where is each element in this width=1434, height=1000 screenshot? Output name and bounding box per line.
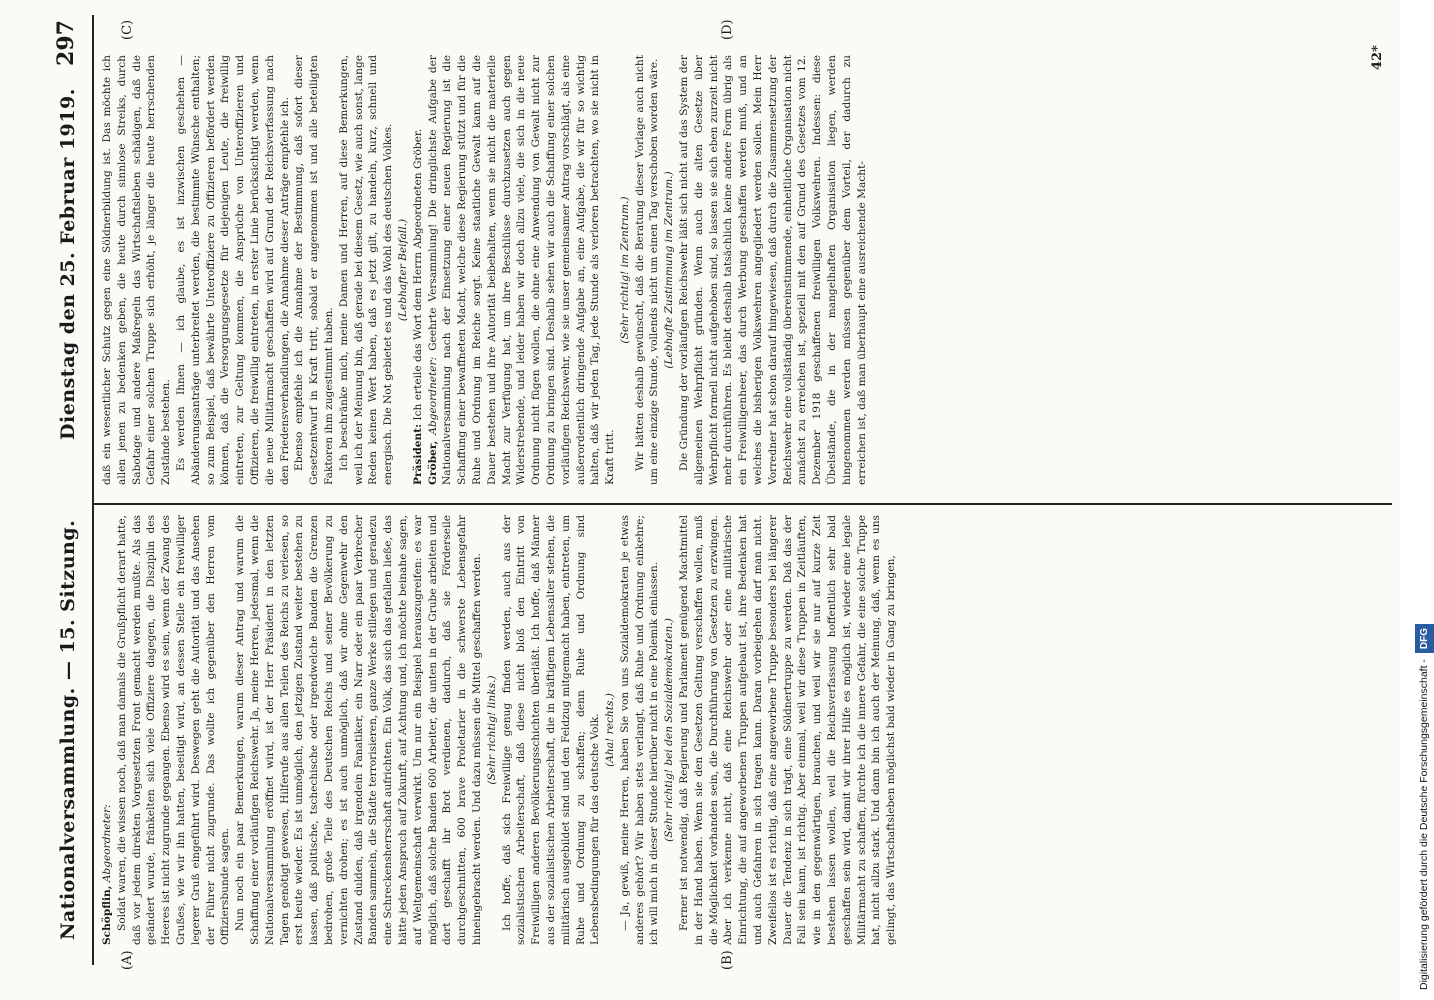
interjection: (Sehr richtig! links.) [485,675,498,785]
interjection: (Sehr richtig! im Zentrum.) [618,196,631,344]
body-paragraph: Die Gründung der vorläufigen Reichswehr läßt sich nicht auf das System der allgemeinen Wehrpflicht gründen. Wenn auch die alten Gesetze über Wehrpflicht formell nicht aufgehoben sind, so lassen sie sich eben zurzeit nicht mehr durchführen. Es bleibt deshalb tatsächlich keine andere Form übrig als ein Freiwilligenheer, das durch Werbung geschaffen werden muß, und an welches die bisherigen Volkswehren angegliedert werden sollen. Mein Herr Vorredner hat schon darauf hingewiesen, daß durch die Zusammensetzung der Reichswehr eine vollständig übereinstimmende, einheitliche Organisation nicht zunächst zu erreichen ist, speziell mit den auf Grund des Gesetzes vom 12. Dezember 1918 geschaffenen freiwilligen Volkswehren. Indessen: diese Übelstände, die in der mangelhaften Organisation liegen, werden hingenommen werden müssen gegenüber dem Vorteil, der dadurch zu erreichen ist, daß man überhaupt eine ausreichende Macht- [678,55,868,485]
dfg-sidebar [1411,10,1433,990]
speaker-paragraph [411,55,426,485]
dfg-funding-text: Digitalisierung gefördert durch die Deutsche Forschungsgemeinschaft - [1418,659,1430,990]
footnote-mark: 42* [1370,45,1385,70]
body-paragraph: Ebenso empfehle ich die Annahme der Bestimmung, daß sofort dieser Gesetzentwurf in Kraft tritt, sobald er angenommen ist und alle beteiligten Faktoren ihm zugestimmt haben. [293,55,335,485]
interjection: (Sehr richtig! bei den Sozialdemokraten.) [663,618,676,842]
body-paragraph: Soldat waren, die wissen noch, daß man damals die Grußpflicht derart hatte, daß vor jedem direkten Vorgesetzten Front gemacht werden mußte. Als das geändert wurde, fränkelten sich viele Offiziere dagegen, die Disziplin des Heeres ist nicht zugrunde gegangen. Ebenso wird es sein, wenn der Zwang des Grußes, wie wir ihn hatten, beseitigt wird, an dessen Stelle ein freiwilliger legerer Gruß eingeführt wird. Deswegen geht die Autorität und das Ansehen der Führer nicht zugrunde. Das wollte ich gegenüber den Herren vom Offiziersbunde sagen. [115,515,232,945]
body-paragraph: Wir hätten deshalb gewünscht, daß die Beratung dieser Vorlage auch nicht um eine einzige Stunde, vollends nicht um einen Tag verschoben worden wäre. [633,55,661,485]
margin-letter-a: (A) [120,950,135,970]
speaker-paragraph [100,515,115,945]
body-paragraph: Ich beschränke mich, meine Damen und Herren, auf diese Bemerkungen, weil ich der Meinung bin, daß gerade bei diesem Gesetz, wie auch sonst, lange Reden keinen Wert haben, daß es jetzt gilt, zu handeln, kurz, schnell und energisch. Die Not gebietet es und das Wohl des deutschen Volkes. [337,55,395,485]
margin-letter-b: (B) [720,950,735,970]
speaker-paragraph [426,55,618,485]
speaker-role: Abgeordneter: [426,356,439,435]
interjection: (Aha! rechts.) [604,693,617,767]
speaker-role: Abgeordneter: [101,804,113,883]
speaker-name: Gröber, [426,440,439,485]
speech-text: Ich erteile das Wort dem Herrn Abgeordneten Gröber. [411,128,424,421]
header-date: Dienstag den 25. Februar 1919. [57,88,79,440]
header-left-title: Nationalversammlung. — 15. Sitzung. [57,519,79,940]
page-header [45,0,85,1000]
body-paragraph: — Ja, gewiß, meine Herren, haben Sie von uns Sozialdemokraten je etwas anderes gehört? Wir haben stets verlangt, daß Ruhe und Ordnung einkehre; ich will mich in dieser Stunde hierüber nicht in eine Polemik einlassen. [618,515,661,945]
body-paragraph: Nun noch ein paar Bemerkungen, warum dieser Antrag und warum die Schaffung einer vorläufigen Reichswehr. Ja, meine Herren, jedesmal, wenn die Nationalversammlung eröffnet wird, ist der Herr Präsident in den letzten Tagen genötigt gewesen, Hilferufe aus allen Teilen des Reichs zu verlesen, so erst heute wieder. Es ist unmöglich, den jetzigen Zustand weiter bestehen zu lassen, daß politische, tschechische oder irgendwelche Banden die Grenzen bedrohen, große Teile des Deutschen Reichs und seiner Bevölkerung zu vernichten drohen; es ist auch unmöglich, daß wir ohne Gegenwehr den Zustand dulden, daß irgendein Fanatiker, ein Narr oder ein paar Verbrecher Banden sammeln, die Städte terrorisieren, ganze Werke stillegen und geradezu eine Schreckensherrschaft aufrichten. Ein Volk, das sich das gefallen ließe, das hätte jeden Anspruch auf Zukunft, auf Achtung und, ich möchte beinahe sagen, auf Weltgemeinschaft verwirkt. Um nur ein Beispiel herauszugreifen: es war möglich, daß solche Banden 600 Arbeiter, die unten in der Grube arbeiten und dort geschafft ihr Brot verdienen, dadurch, daß sie Förderseile durchgeschnitten, 600 brave Proletarier in die schwerste Lebensgefahr hineingebracht werden. Und dazu müssen die Mittel geschaffen werden. [234,515,483,945]
margin-letter-d: (D) [720,19,735,40]
speaker-name: Präsident: [411,423,424,485]
body-paragraph: Es werden Ihnen — ich glaube, es ist inzwischen geschehen — Abänderungsanträge unterbreitet werden, die bestimmte Wünsche enthalten; so zum Beispiel, daß bewährte Unteroffiziere zu Offizieren befördert werden können, daß die Versorgungsgesetze für diejenigen Leute, die freiwillig eintreten, zur Geltung kommen, die Ansprüche von Unteroffizieren und Offizieren, die freiwillig eintreten, in erster Linie berücksichtigt werden, wenn die neue Militärmacht geschaffen wird auf Grund der Reichsverfassung nach den Friedensverhandlungen, die Annahme dieser Anträge empfehle ich. [174,55,291,485]
speech-text: Geehrte Versammlung! Die dringlichste Aufgabe der Nationalversammlung nach der Einsetzung einer neuen Regierung ist die Schaffung einer bewaffneten Macht, welche diese Regierung stützt und für die Ruhe und Ordnung im Reiche sorgt. Keine staatliche Gewalt kann auf die Dauer bestehen und ihre Autorität beibehalten, wenn sie nicht die materielle Macht zur Verfügung hat, um ihre Beschlüsse durchzusetzen auch gegen Widerstrebende, und leider haben wir doch allzu viele, die sich in die neue Ordnung nicht fügen wollen, die ohne eine Anwendung von Gewalt nicht zur Ordnung zu bringen sind. Deshalb sehen wir auch die Schaffung einer solchen vorläufigen Reichswehr, wie sie unser gemeinsamer Antrag vorschlägt, als eine außerordentlich dringende Aufgabe an, eine Aufgabe, die wir für so wichtig halten, daß wir jeden Tag, jede Stunde als verloren betrachten, wo sie nicht in Kraft tritt. [426,55,617,485]
interjection: (Lebhafter Beifall.) [396,218,409,322]
speaker-name: Schöpflin, [101,885,113,945]
left-text-column [100,515,1390,945]
dfg-logo: DFG [1415,624,1434,653]
margin-letter-c: (C) [120,19,135,40]
body-paragraph: daß ein wesentlicher Schutz gegen eine Söldnerbildung ist. Das möchte ich allen jenen zu bedenken geben, die heute durch sinnlose Streiks, durch Sabotage und andere Maßregeln das Wirtschaftsleben schädigen, daß die Gefahr einer solchen Truppe sich erhöht, je länger die heute herrschenden Zustände bestehen. [101,55,173,485]
interjection: (Lebhafte Zustimmung im Zentrum.) [663,171,676,369]
header-rule [92,15,94,965]
body-paragraph: Ich hoffe, daß sich Freiwillige genug finden werden, auch aus der sozialistischen Arbeiterschaft, daß diese nicht bloß den Eintritt von Freiwilligen anderen Bevölkerungsschichten überläßt. Ich hoffe, daß Männer aus der sozialistischen Arbeiterschaft, die in kräftigem Lebensalter stehen, die militärisch ausgebildet sind und den Feldzug mitgemacht haben, eintreten, um Ruhe und Ordnung zu schaffen; denn Ruhe und Ordnung sind Lebensbedingungen für das deutsche Volk. [500,515,602,945]
column-divider [92,504,1392,506]
body-paragraph: Ferner ist notwendig, daß Regierung und Parlament genügend Machtmittel in der Hand haben. Wenn sie den Gesetzen Geltung verschaffen wollen, muß die Möglichkeit vorhanden sein, die Durchführung von Gesetzen zu erzwingen. Aber ich verkenne nicht, daß eine Reichswehr oder eine militärische Einrichtung, die auf angeworbenen Truppen aufgebaut ist, ihre Bedenken hat und auch Gefahren in sich tragen kann. Daran vorbeigehen darf man nicht. Zweifellos ist es richtig, daß eine angeworbene Truppe besonders bei längerer Dauer die Tendenz in sich trägt, eine Söldnertruppe zu werden. Daß das der Fall sein kann, ist richtig. Aber einmal, weil wir diese Truppen in Zeitläuften, wie in den gegenwärtigen, brauchen, und weil wir sie nur auf kurze Zeit bestehen lassen wollen, weil die Reichsverfassung hoffentlich sehr bald geschaffen sein wird, damit wir ihrer Hilfe es möglich ist, wieder eine legale Militärmacht zu schaffen, fürchte ich die innere Gefahr, die eine solche Truppe hat, nicht allzu stark. Und dann bin ich auch der Meinung, daß, wenn es uns gelingt, das Wirtschaftsleben möglichst bald wieder in Gang zu bringen, [678,515,898,945]
page-number: 297 [53,20,79,66]
right-text-column [100,55,1390,485]
